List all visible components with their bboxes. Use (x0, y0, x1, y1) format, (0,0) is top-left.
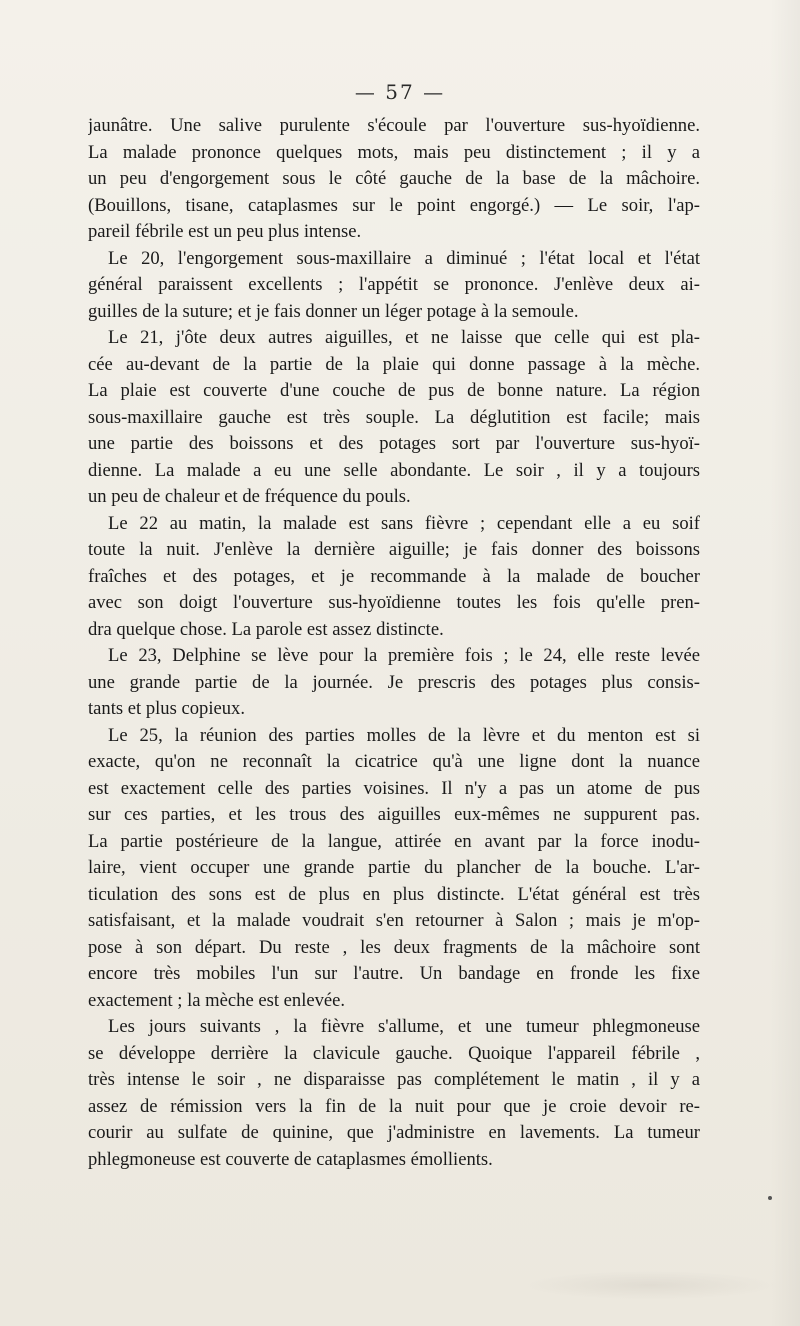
text-line: (Bouillons, tisane, cataplasmes sur le point engorgé.) — Le soir, l'ap- (88, 194, 700, 216)
text-line: pose à son départ. Du reste , les deux fragments de la mâchoire sont (88, 936, 700, 958)
text-line: exactement ; la mèche est enlevée. (88, 989, 346, 1011)
text-line: encore très mobiles l'un sur l'autre. Un bandage en fronde les fixe (88, 963, 700, 984)
text-line: une grande partie de la journée. Je prescris des potages plus consis- (88, 671, 700, 693)
text-line: Le 23, Delphine se lève pour la première fois ; le 24, elle reste levée (108, 645, 700, 666)
text-line: exacte, qu'on ne reconnaît la cicatrice qu'à une ligne dont la nuance (88, 751, 700, 772)
text-line: guilles de la suture; et je fais donner un léger potage à la semoule. (88, 300, 579, 322)
text-line: fraîches et des potages, et je recommande à la malade de boucher (88, 565, 700, 587)
text-line: dra quelque chose. La parole est assez distincte. (88, 618, 444, 640)
text-line: Le 25, la réunion des parties molles de la lèvre et du menton est si (108, 724, 700, 746)
text-line: un peu de chaleur et de fréquence du pouls. (88, 486, 411, 507)
text-line: sous-maxillaire gauche est très souple. La déglutition est facile; mais (88, 406, 700, 428)
text-line: une partie des boissons et des potages sort par l'ouverture sus-hyoï- (88, 433, 700, 454)
text-line: cée au-devant de la partie de la plaie qui donne passage à la mèche. (88, 353, 700, 375)
text-line: Le 21, j'ôte deux autres aiguilles, et ne laisse que celle qui est pla- (108, 327, 700, 348)
text-line: satisfaisant, et la malade voudrait s'en retourner à Salon ; mais je m'op- (88, 910, 700, 931)
ink-speck (768, 1196, 772, 1200)
text-line: tants et plus copieux. (88, 698, 245, 719)
text-line: général paraissent excellents ; l'appétit se prononce. J'enlève deux ai- (88, 274, 700, 295)
page-number: — 57 — (354, 80, 446, 104)
text-line: courir au sulfate de quinine, que j'administre en lavements. La tumeur (88, 1122, 700, 1143)
text-line: se développe derrière la clavicule gauche. Quoique l'appareil fébrile , (88, 1042, 700, 1064)
text-line: laire, vient occuper une grande partie du plancher de la bouche. L'ar- (88, 857, 700, 878)
text-line: Le 22 au matin, la malade est sans fièvre ; cependant elle a eu soif (108, 512, 700, 534)
text-line: jaunâtre. Une salive purulente s'écoule par l'ouverture sus-hyoïdienne. (88, 115, 700, 136)
text-line: assez de rémission vers la fin de la nuit pour que je croie devoir re- (88, 1095, 700, 1117)
text-line: Les jours suivants , la fièvre s'allume, et une tumeur phlegmoneuse (108, 1016, 700, 1037)
text-line: avec son doigt l'ouverture sus-hyoïdienne toutes les fois qu'elle pren- (88, 592, 700, 613)
text-line: phlegmoneuse est couverte de cataplasmes émollients. (88, 1148, 493, 1170)
text-line: pareil fébrile est un peu plus intense. (88, 221, 362, 242)
text-line: ticulation des sons est de plus en plus distincte. L'état général est très (88, 883, 700, 905)
text-line: dienne. La malade a eu une selle abondante. Le soir , il y a toujours (88, 459, 700, 481)
text-line: La plaie est couverte d'une couche de pus de bonne nature. La région (88, 380, 700, 401)
text-line: très intense le soir , ne disparaisse pas complétement le matin , il y a (88, 1069, 700, 1090)
body-text (88, 113, 700, 1173)
page-edge-shadow (770, 0, 800, 1326)
paper-smudge (520, 1270, 780, 1300)
text-line: sur ces parties, et les trous des aiguilles eux-mêmes ne suppurent pas. (88, 804, 700, 825)
text-line: La malade prononce quelques mots, mais peu distinctement ; il y a (88, 141, 700, 163)
text-line: un peu d'engorgement sous le côté gauche de la base de la mâchoire. (88, 168, 700, 189)
text-line: La partie postérieure de la langue, attirée en avant par la force inodu- (88, 830, 700, 852)
text-line: Le 20, l'engorgement sous-maxillaire a diminué ; l'état local et l'état (108, 247, 700, 269)
text-line: est exactement celle des parties voisines. Il n'y a pas un atome de pus (88, 777, 700, 799)
text-line: toute la nuit. J'enlève la dernière aiguille; je fais donner des boissons (88, 539, 700, 560)
